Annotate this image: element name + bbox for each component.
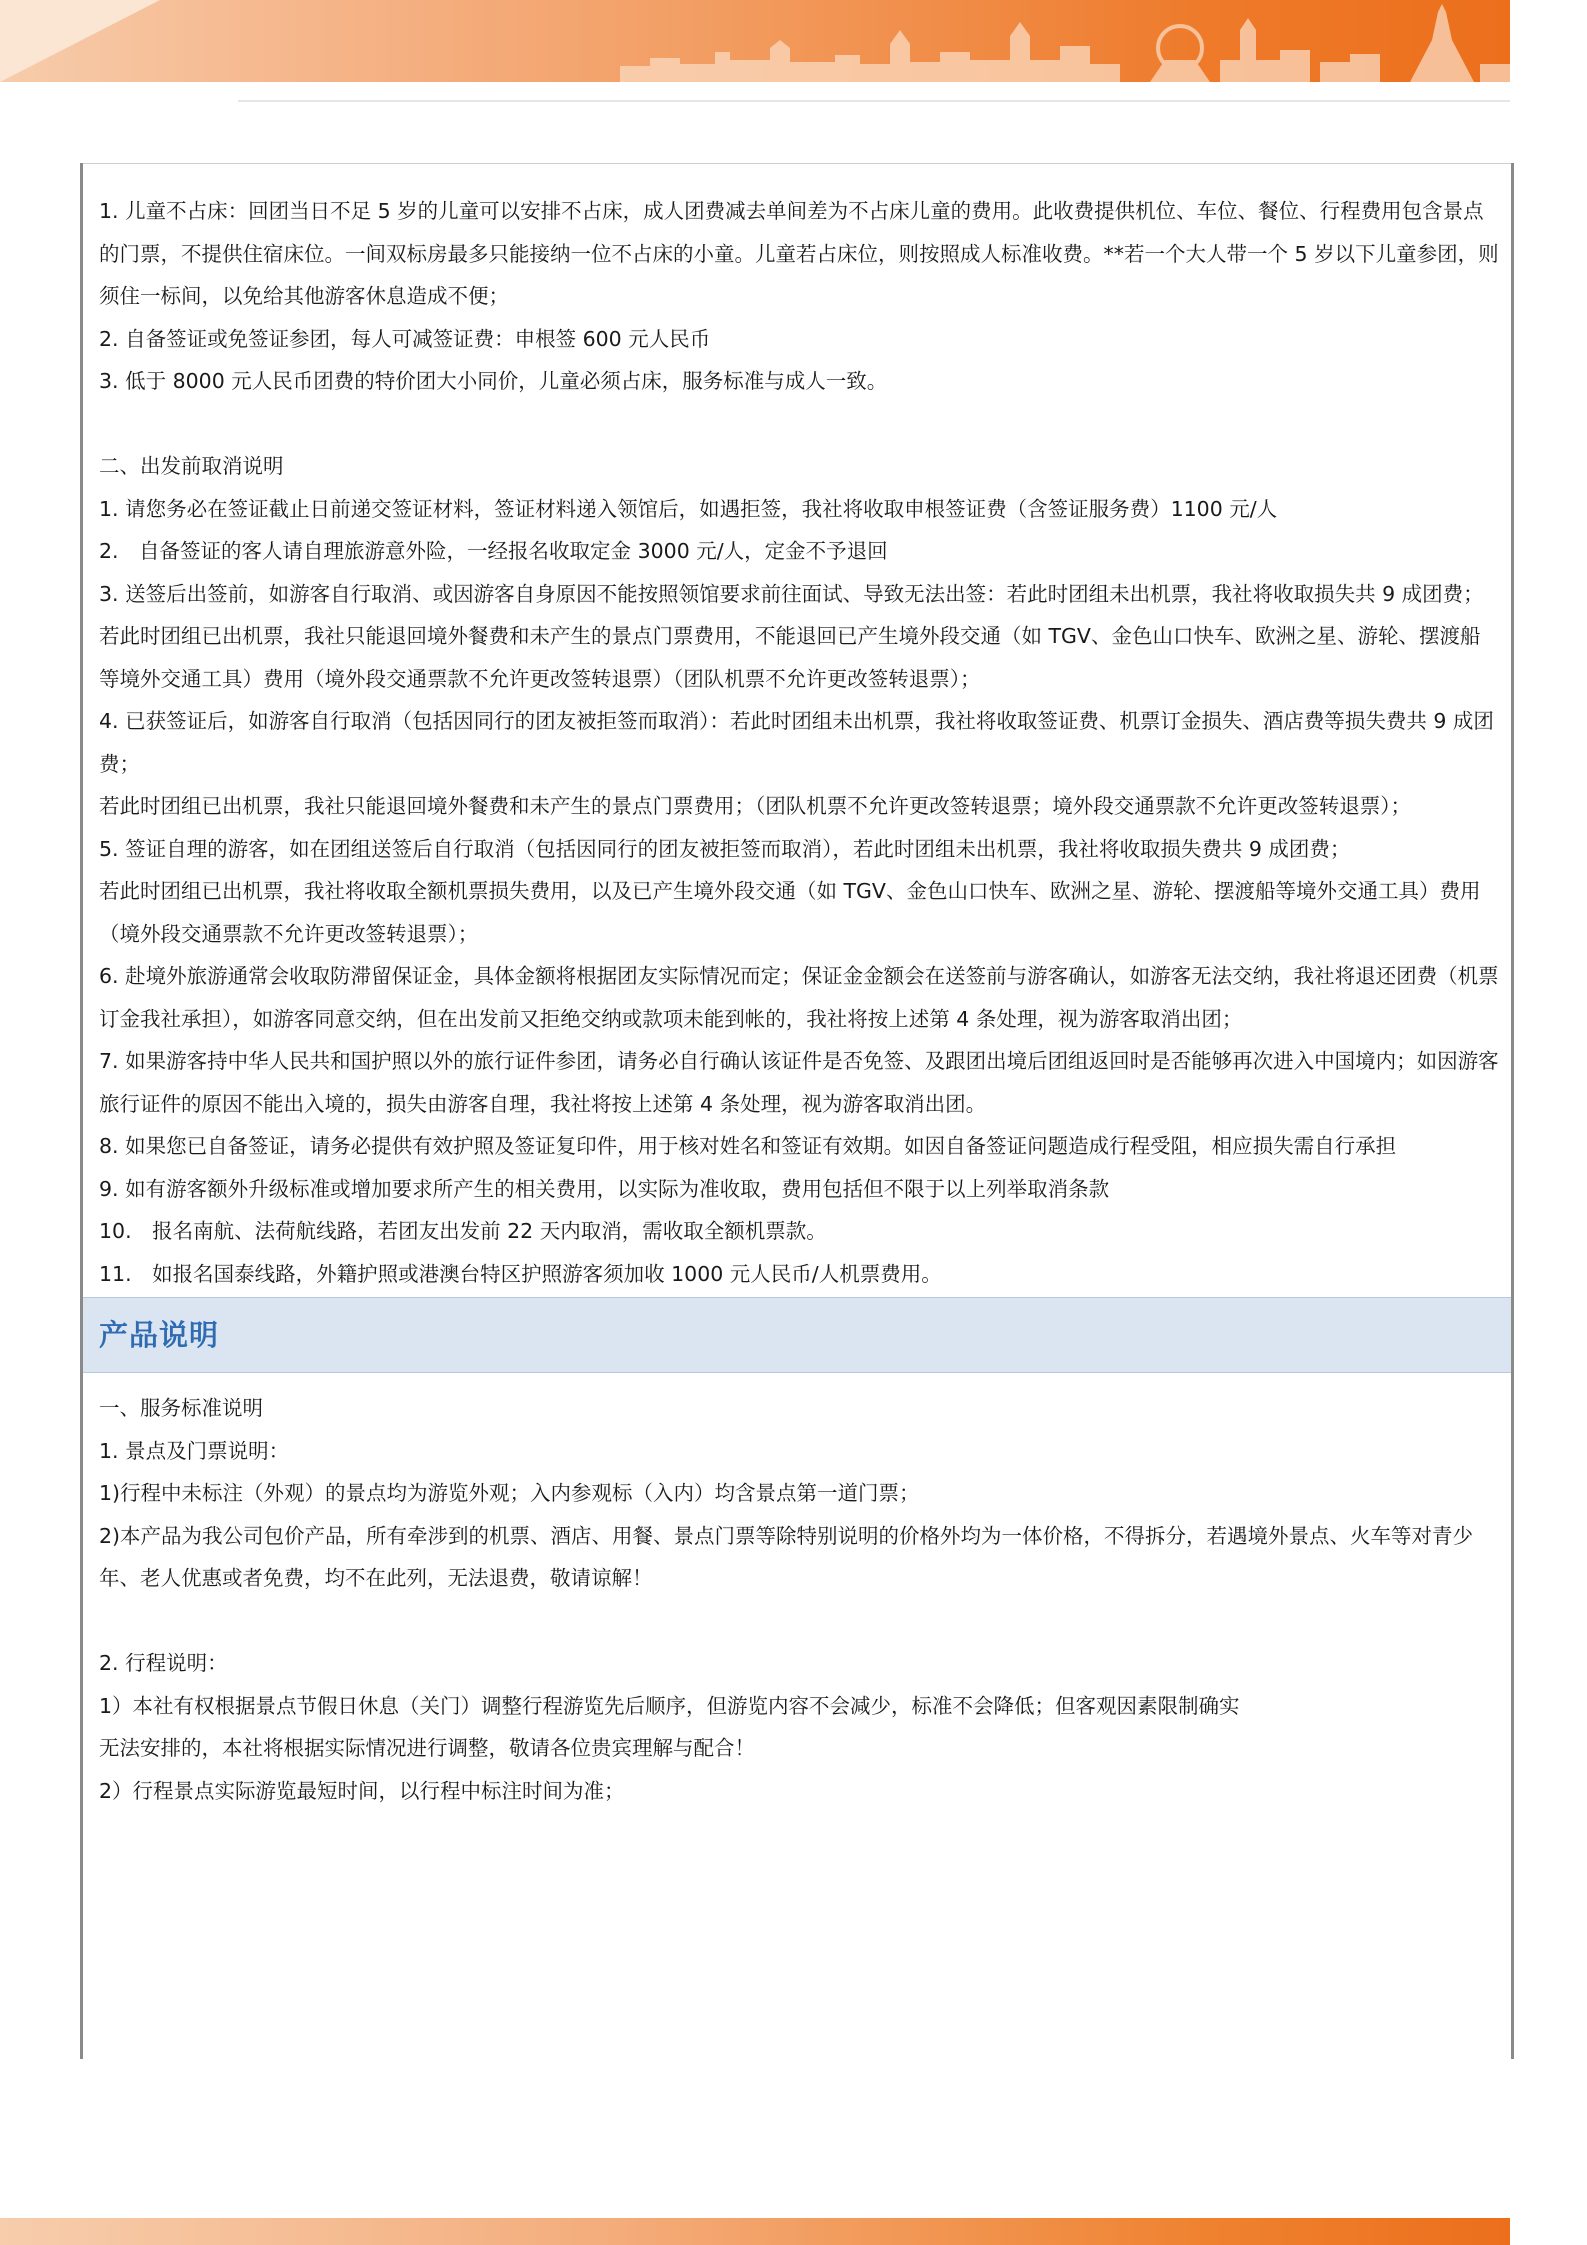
cancellation-item: 7. 如果游客持中华人民共和国护照以外的旅行证件参团，请务必自行确认该证件是否免签、及跟团出境后团组返回时是否能够再次进入中国境内；如因游客旅行证件的原因不能出入境的，损失由游客自理，我社将按上述第 4 条处理，视为游客取消出团。 [99, 1049, 1499, 1116]
spacer [99, 1600, 1499, 1643]
cancellation-heading: 二、出发前取消说明 [99, 454, 284, 478]
attractions-item: 1)行程中未标注（外观）的景点均为游览外观；入内参观标（入内）均含景点第一道门票； [99, 1481, 920, 1505]
cancellation-item: 2. 自备签证的客人请自理旅游意外险，一经报名收取定金 3000 元/人，定金不予退回 [99, 539, 888, 563]
special-price-clause: 3. 低于 8000 元人民币团费的特价团大小同价，儿童必须占床，服务标准与成人一致。 [99, 369, 888, 393]
itinerary-heading: 2. 行程说明： [99, 1651, 228, 1675]
spacer [99, 403, 1499, 446]
banner-corner [0, 0, 160, 82]
child-no-bed-clause: 1. 儿童不占床：回团当日不足 5 岁的儿童可以安排不占床，成人团费减去单间差为不占床儿童的费用。此收费提供机位、车位、餐位、行程费用包含景点的门票，不提供住宿床位。一间双标房最多只能接纳一位不占床的小童。儿童若占床位，则按照成人标准收费。**若一个大人带一个 5 岁以下儿童参团，则须住一标间，以免给其他游客休息造成不便； [99, 199, 1499, 308]
header-divider [238, 100, 1510, 102]
spacer [99, 1373, 1499, 1387]
product-section-title: 产品说明 [99, 1317, 220, 1352]
service-standard-heading: 一、服务标准说明 [99, 1396, 263, 1420]
cancellation-item: 若此时团组已出机票，我社将收取全额机票损失费用，以及已产生境外段交通（如 TGV、金色山口快车、欧洲之星、游轮、摆渡船等境外交通工具）费用（境外段交通票款不允许更改签转退票）； [99, 879, 1481, 946]
cancellation-item: 若此时团组已出机票，我社只能退回境外餐费和未产生的景点门票费用，不能退回已产生境外段交通（如 TGV、金色山口快车、欧洲之星、游轮、摆渡船等境外交通工具）费用（境外段交通票款不允许更改签转退票）（团队机票不允许更改签转退票）； [99, 624, 1481, 691]
itinerary-item-continued: 无法安排的，本社将根据实际情况进行调整，敬请各位贵宾理解与配合！ [99, 1736, 755, 1760]
itinerary-item: 1）本社有权根据景点节假日休息（关门）调整行程游览先后顺序，但游览内容不会减少，标准不会降低；但客观因素限制确实 [99, 1693, 1240, 1718]
cancellation-item: 3. 送签后出签前，如游客自行取消、或因游客自身原因不能按照领馆要求前往面试、导致无法出签：若此时团组未出机票，我社将收取损失共 9 成团费； [99, 581, 1484, 606]
city-skyline-icon [620, 0, 1510, 82]
cancellation-item: 4. 已获签证后，如游客自行取消（包括因同行的团友被拒签而取消）：若此时团组未出机票，我社将收取签证费、机票订金损失、酒店费等损失费共 9 成团费； [99, 709, 1494, 776]
document-body [99, 190, 1499, 1812]
content-frame [80, 163, 1514, 2059]
itinerary-item: 2）行程景点实际游览最短时间，以行程中标注时间为准； [99, 1778, 625, 1803]
top-banner [0, 0, 1510, 82]
product-section-header [83, 1297, 1511, 1373]
cancellation-item: 9. 如有游客额外升级标准或增加要求所产生的相关费用，以实际为准收取，费用包括但不限于以上列举取消条款 [99, 1176, 1110, 1201]
cancellation-item: 若此时团组已出机票，我社只能退回境外餐费和未产生的景点门票费用；（团队机票不允许更改签转退票；境外段交通票款不允许更改签转退票）； [99, 794, 1411, 818]
cancellation-item: 10. 报名南航、法荷航线路，若团友出发前 22 天内取消，需收取全额机票款。 [99, 1219, 827, 1243]
cancellation-item: 1. 请您务必在签证截止日前递交签证材料，签证材料递入领馆后，如遇拒签，我社将收取申根签证费（含签证服务费）1100 元/人 [99, 496, 1278, 521]
visa-deduction-clause: 2. 自备签证或免签证参团，每人可减签证费：申根签 600 元人民币 [99, 326, 711, 351]
attractions-item: 2)本产品为我公司包价产品，所有牵涉到的机票、酒店、用餐、景点门票等除特别说明的价格外均为一体价格，不得拆分，若遇境外景点、火车等对青少年、老人优惠或者免费，均不在此列，无法退费，敬请谅解！ [99, 1523, 1474, 1590]
attractions-heading: 1. 景点及门票说明： [99, 1438, 290, 1463]
cancellation-item: 11. 如报名国泰线路，外籍护照或港澳台特区护照游客须加收 1000 元人民币/人机票费用。 [99, 1261, 942, 1286]
bottom-banner [0, 2218, 1510, 2245]
cancellation-item: 5. 签证自理的游客，如在团组送签后自行取消（包括因同行的团友被拒签而取消），若此时团组未出机票，我社将收取损失费共 9 成团费； [99, 836, 1351, 861]
cancellation-item: 6. 赴境外旅游通常会收取防滞留保证金，具体金额将根据团友实际情况而定；保证金金额会在送签前与游客确认，如游客无法交纳，我社将退还团费（机票订金我社承担），如游客同意交纳，但在出发前又拒绝交纳或款项未能到帐的，我社将按上述第 4 条处理，视为游客取消出团； [99, 964, 1499, 1031]
cancellation-item: 8. 如果您已自备签证，请务必提供有效护照及签证复印件，用于核对姓名和签证有效期。如因自备签证问题造成行程受阻，相应损失需自行承担 [99, 1134, 1397, 1158]
